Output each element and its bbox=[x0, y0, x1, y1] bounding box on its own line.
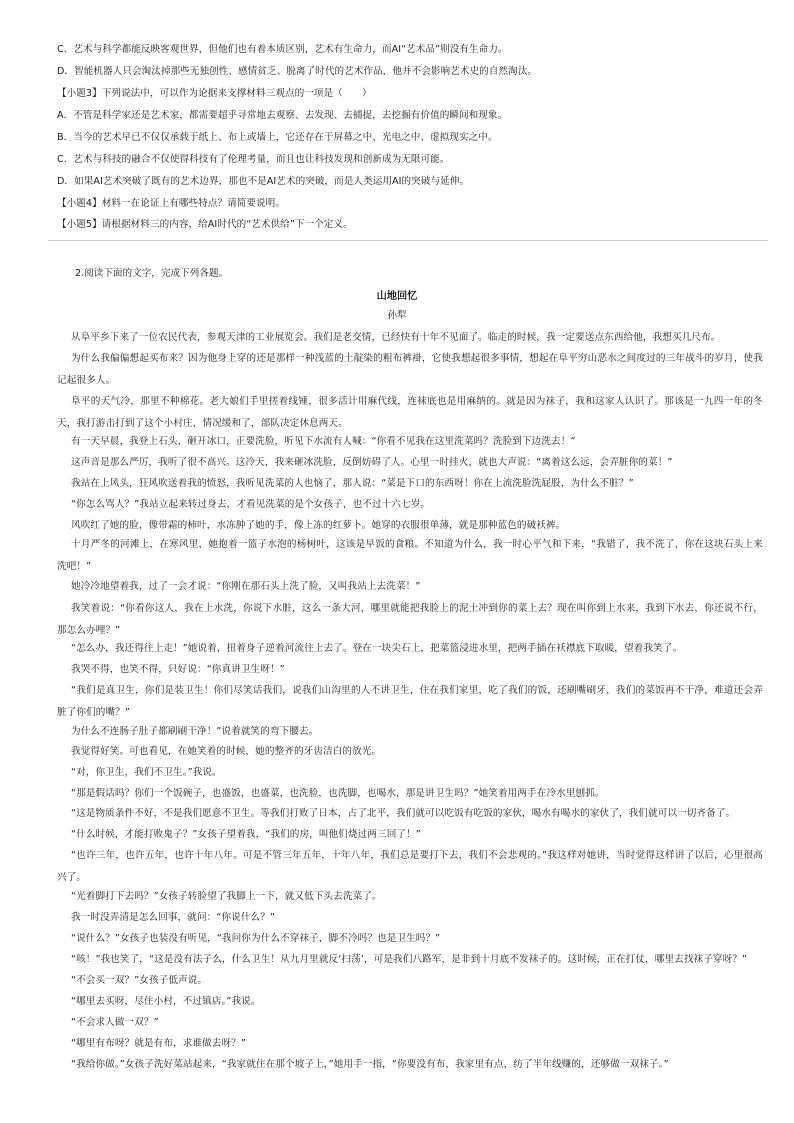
paragraph-28: “不会求人做一双？” bbox=[71, 1017, 159, 1028]
question-4: 【小题4】材料一在论证上有哪些特点？请简要说明。 bbox=[57, 198, 285, 209]
paragraph-13: 我哭不得，也笑不得，只好说：“你真讲卫生呀！” bbox=[71, 664, 285, 675]
paragraph-9: 十月严冬的河滩上，在寒风里，她抱着一篮子水泡的杨树叶，这该是早饭的食粮。不知道为什么，我一时心平气和下来，“我错了，我不洗了，你在这块石头上来洗吧！” bbox=[57, 539, 763, 572]
paragraph-29: “哪里有布呀？就是有布，求谁做去呀？” bbox=[71, 1038, 246, 1049]
paragraph-27: “哪里去买呀，尽住小村，不过镇店。”我说。 bbox=[71, 996, 261, 1007]
prev-option-d: D．智能机器人只会淘汰掉那些无独创性、感情贫乏、脱离了时代的艺术作品，他并不会影响艺术史的自然淘汰。 bbox=[57, 66, 537, 77]
question-3-option-a: A．不管是科学家还是艺术家，都需要超乎寻常地去观察、去发现、去捕捉，去挖掘有价值的瞬间和现象。 bbox=[57, 110, 508, 121]
paragraph-7: “你怎么骂人？”我站立起来转过身去，才看见洗菜的是个女孩子，也不过十六七岁。 bbox=[71, 499, 431, 510]
paragraph-16: 我觉得好笑。可也看见，在她笑着的时候，她的整齐的牙齿洁白的放光。 bbox=[71, 746, 382, 757]
paragraph-5: 这声音是那么严厉，我听了很不高兴。这冷天，我来砸冰洗脸，反倒妨碍了人。心里一时挂火，就也大声说：“离着这么远，会弄脏你的菜！” bbox=[71, 457, 673, 468]
paragraph-10: 她冷冷地望着我，过了一会才说：“你刚在那石头上洗了脸，又叫我站上去洗菜！” bbox=[71, 581, 421, 592]
paragraph-6: 我站在上风头，狂风吹送着我的愤怒，我听见洗菜的人也恼了，那人说：“菜是下口的东西呀！你在上流洗脸洗屁股，为什么不脏？” bbox=[71, 478, 634, 489]
paragraph-8: 风吹红了她的脸，像带霜的柿叶，水冻肿了她的手，像上冻的红萝卜。她穿的衣服很单薄，就是那种蓝色的破袄裤。 bbox=[71, 520, 566, 531]
paragraph-2: 为什么我偏偏想起买布来？因为他身上穿的还是那样一种浅蓝的土靛染的粗布裤褂，它使我想起很多事情，想起在阜平穷山恶水之间度过的三年战斗的岁月，使我记起很多人。 bbox=[57, 353, 763, 386]
question-3-option-d: D．如果AI艺术突破了既有的艺术边界，那也不是AI艺术的突破，而是人类运用AI的突破与延伸。 bbox=[57, 176, 470, 187]
paragraph-18: “那是假话吗？你们一个饭碗子，也盛饭，也盛菜，也洗脸，也洗脚，也喝水，那是讲卫生吗？”她笑着用两手在冷水里刨抓。 bbox=[71, 788, 605, 799]
paragraph-11: 我笑着说：“你看你这人，我在上水洗，你说下水脏，这么一条大河，哪里就能把我脸上的泥土冲到你的菜上去？现在叫你到上水来，我到下水去，你还说不行，那怎么办哩？” bbox=[57, 603, 763, 636]
paragraph-15: 为什么不连肠子肚子都刷刷干净！”说着就笑的弯下腰去。 bbox=[71, 726, 319, 737]
reading-instruction: 2.阅读下面的文字，完成下列各题。 bbox=[75, 268, 229, 279]
paragraph-21: “也许三年，也许五年，也许十年八年。可是不管三年五年，十年八年，我们总是要打下去，我们不会悲观的。”我这样对她讲，当时觉得这样讲了以后，心里很高兴了。 bbox=[57, 850, 763, 883]
paragraph-14: “我们是真卫生，你们是装卫生！你们尽笑话我们，说我们山沟里的人不讲卫生，住在我们家里，吃了我们的饭，还刷嘴刷牙，我们的菜饭再不干净，难道还会弄脏了你们的嘴？” bbox=[57, 685, 763, 718]
paragraph-22: “光着脚打下去吗？”女孩子转脸望了我脚上一下，就又低下头去洗菜了。 bbox=[71, 891, 382, 902]
question-3-option-b: B．当今的艺术早已不仅仅承载于纸上、布上或墙上，它还存在于屏幕之中、光电之中、虚拟现实之中。 bbox=[57, 132, 498, 143]
question-5: 【小题5】请根据材料三的内容，给AI时代的“艺术供给”下一个定义。 bbox=[57, 219, 353, 230]
paragraph-24: “说什么？”女孩子也装没有听见，“我问你为什么不穿袜子，脚不冷吗？也是卫生吗？” bbox=[71, 933, 441, 944]
prev-option-c: C．艺术与科学都能反映客观世界，但他们也有着本质区别，艺术有生命力，而AI“艺术品”则没有生命力。 bbox=[57, 44, 508, 55]
section-divider bbox=[48, 240, 768, 241]
paragraph-25: “咳！”我也笑了，“这是没有法子么，什么卫生！从九月里就反‘扫荡’，可是我们八路军，是非到十月底不发袜子的。这时候，正在打仗，哪里去找袜子穿呀？” bbox=[71, 954, 748, 965]
paragraph-4: 有一天早晨，我登上石头，砸开冰口，正要洗脸，听见下水流有人喊：“你看不见我在这里洗菜吗？洗脸到下边洗去！” bbox=[71, 436, 576, 447]
article-title: 山地回忆 bbox=[376, 291, 418, 302]
paragraph-17: “对，你卫生，我们不卫生。”我说。 bbox=[71, 767, 222, 778]
paragraph-23: 我一时没弄清是怎么回事，就问：“你说什么？” bbox=[71, 912, 276, 923]
article-author: 孙犁 bbox=[387, 310, 407, 321]
paragraph-30: “我给你做。”女孩子洗好菜站起来，“我家就住在那个坡子上，”她用手一指，“你要没有布，我家里有点，纺了半年线赚的，还够做一双袜子。” bbox=[71, 1059, 669, 1070]
paragraph-26: “不会买一双？”女孩子低声说。 bbox=[71, 975, 208, 986]
paragraph-20: “什么时候，才能打败鬼子？”女孩子望着我，“我们的房，叫他们烧过两三回了！” bbox=[71, 829, 421, 840]
paragraph-1: 从阜平乡下来了一位农民代表，参观天津的工业展览会。我们是老交情，已经快有十年不见面了。临走的时候，我一定要送点东西给他，我想买几尺布。 bbox=[71, 332, 721, 343]
question-3-option-c: C．艺术与科技的融合不仅使得科技有了伦理考量，而且也让科技发现和创新成为无限可能。 bbox=[57, 154, 450, 165]
paragraph-3: 阜平的天气冷，那里不种棉花。老大娘们手里搓着线锤，很多活计用麻代线，连袜底也是用麻纳的。就是因为袜子，我和这家人认识了。那该是一九四一年的冬天，我打游击打到了这个小村庄，情况缓和了，部队决定休息两天。 bbox=[57, 396, 763, 429]
paragraph-12: “怎么办，我还得往上走！”她说着，扭着身子逆着河流往上去了。登在一块尖石上，把菜篮浸进水里，把两手插在袄襟底下取暖，望着我笑了。 bbox=[71, 643, 683, 654]
question-3-stem: 【小题3】下列说法中，可以作为论据来支撑材料三观点的一项是（ ） bbox=[57, 88, 372, 99]
paragraph-19: “这是物质条件不好，不是我们愿意不卫生。等我们打败了日本，占了北平，我们就可以吃饭有吃饭的家伙，喝水有喝水的家伙了，我们就可以一切齐备了。 bbox=[71, 808, 736, 819]
